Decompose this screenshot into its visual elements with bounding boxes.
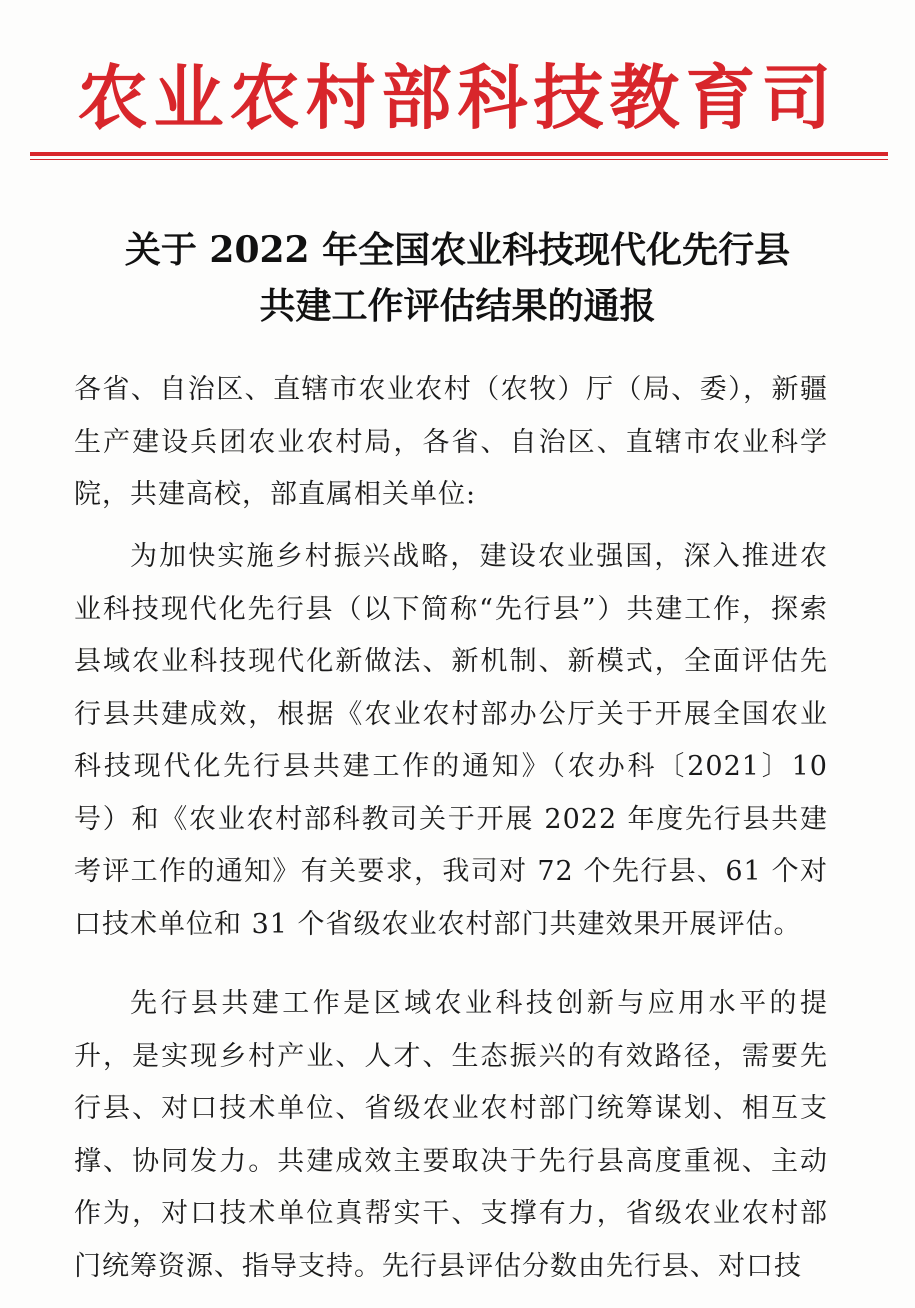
body-paragraph-1: 为加快实施乡村振兴战略，建设农业强国，深入推进农业科技现代化先行县（以下简称“先行县”）共建工作，探索县域农业科技现代化新做法、新机制、新模式，全面评估先行县共建成效，根据《农业农村部办公厅关于开展全国农业科技现代化先行县共建工作的通知》（农办科〔2021〕10 号）和《农业农村部科教司关于开展 2022 年度先行县共建考评工作的通知》有关要求，我司对 72 个先行县、61 个对口技术单位和 31 个省级农业农村部门共建效果开展评估。 — [74, 541, 828, 940]
addressee-paragraph: 各省、自治区、直辖市农业农村（农牧）厅（局、委），新疆生产建设兵团农业农村局，各省、自治区、直辖市农业科学院，共建高校，部直属相关单位: — [74, 374, 828, 510]
letterhead-org-name: 农业农村部科技教育司 — [77, 56, 838, 139]
body-paragraph-2: 先行县共建工作是区域农业科技创新与应用水平的提升，是实现乡村产业、人才、生态振兴的有效路径，需要先行县、对口技术单位、省级农业农村部门统筹谋划、相互支撑、协同发力。共建成效主要取决于先行县高度重视、主动作为，对口技术单位真帮实干、支撑有力，省级农业农村部门统筹资源、指导支持。先行县评估分数由先行县、对口技 — [74, 988, 828, 1282]
document-title-line-1: 关于 2022 年全国农业科技现代化先行县 — [124, 229, 791, 271]
letterhead-red-rule — [30, 152, 888, 156]
document-title-line-2: 共建工作评估结果的通报 — [259, 285, 656, 327]
letterhead-red-rule-thin — [30, 159, 888, 160]
